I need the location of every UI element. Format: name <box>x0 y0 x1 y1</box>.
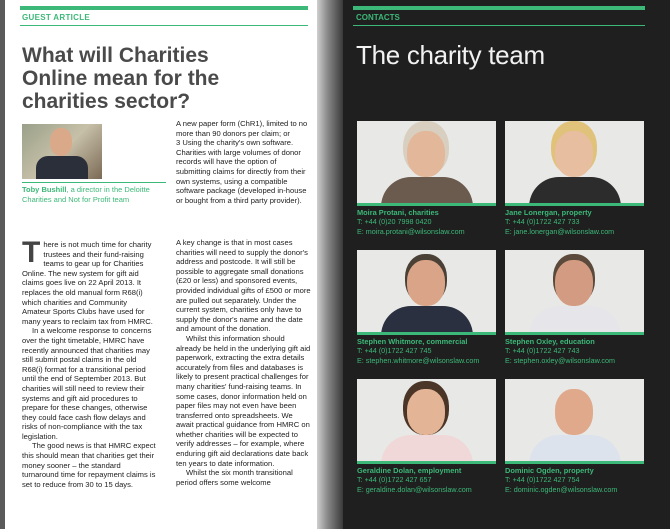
article-paragraph: In a welcome response to concerns over the tight timetable, HMRC have recently announced that charities may still submit postal claims in the old R68(i) format for a transitional period until the end of September 2013. But charities will still need to review their systems and gift aid procedures to prepare for these changes, otherwise they could face cash flow delays and risks of non-compliance with the tax legislation. <box>22 326 152 441</box>
article-column-2 <box>176 238 311 487</box>
article-paragraph: 3 Using the charity's own software. Charities with large volumes of donor records will have the option of submitting claims for directly from their own systems, using a compatible software package (developed in-house or bought from a third party provider). <box>176 138 307 205</box>
contact-photo <box>505 250 644 332</box>
photo-head <box>555 131 593 177</box>
contact-phone: T: +44 (0)1722 427 745 <box>357 346 432 355</box>
author-name: Toby Bushill <box>22 185 67 194</box>
contact-phone: T: +44 (0)1722 427 754 <box>505 475 580 484</box>
photo-body <box>529 435 621 461</box>
photo-head <box>555 260 593 306</box>
photo-body <box>381 435 473 461</box>
contact-photo <box>357 379 496 461</box>
contact-name: Jane Lonergan, property <box>505 208 592 217</box>
contact-name: Stephen Oxley, education <box>505 337 595 346</box>
photo-body <box>529 306 621 332</box>
contact-email[interactable]: E: moira.protani@wilsonslaw.com <box>357 226 465 236</box>
article-headline: What will Charities Online mean for the charities sector? <box>22 44 220 113</box>
card-stripe <box>505 461 644 464</box>
section-bar-right <box>353 6 645 10</box>
drop-cap: T <box>22 236 41 269</box>
contact-photo <box>505 121 644 203</box>
contact-email[interactable]: E: stephen.whitmore@wilsonslaw.com <box>357 355 480 365</box>
photo-body <box>529 177 621 203</box>
photo-body <box>381 306 473 332</box>
card-stripe <box>357 332 496 335</box>
photo-head <box>407 260 445 306</box>
article-paragraph: A key change is that in most cases charities will need to supply the donor's address and postcode. It will still be possible to aggregate small donations (£20 or less) and sponsored events, provided individual gifts of £500 or more are pulled out separately. Under the current system, charities only have to supply the donor's name and the date and amount of the donation. <box>176 238 311 334</box>
contact-photo <box>357 250 496 332</box>
photo-head <box>407 131 445 177</box>
contact-card <box>357 121 496 236</box>
author-photo <box>22 124 102 179</box>
contact-email[interactable]: E: stephen.oxley@wilsonslaw.com <box>505 355 615 365</box>
section-label-guest-article: GUEST ARTICLE <box>22 13 91 22</box>
contact-card <box>357 250 496 365</box>
article-paragraph: Whilst this information should already be held in the underlying gift aid paperwork, extracting the extra details accurately from files and databases is likely to present practical challenges for many charities' fund-raising teams. In some cases, donor information held on paper files may not even have been transferred onto spreadsheets. We await practical guidance from HMRC on whether charities will be expected to verify addresses – for example, where enduring gift aid declarations date back ten years to date information. <box>176 333 311 468</box>
contact-phone: T: +44 (0)1722 427 733 <box>505 217 580 226</box>
author-role: , a director in the Deloitte Charities and Not for Profit team <box>22 185 150 204</box>
author-divider <box>22 182 166 183</box>
contact-name: Moira Protani, charities <box>357 208 439 217</box>
article-paragraph: The good news is that HMRC expect this should mean that charities get their money sooner – the standard turnaround time for repayment claims is set to reduce from 30 to 15 days. <box>22 441 156 489</box>
card-stripe <box>505 332 644 335</box>
photo-body <box>381 177 473 203</box>
author-face <box>50 128 72 156</box>
section-divider-right <box>353 25 645 26</box>
photo-head <box>555 389 593 435</box>
contact-card <box>505 121 644 236</box>
contact-photo <box>357 121 496 203</box>
team-title: The charity team <box>356 40 545 70</box>
card-stripe <box>357 461 496 464</box>
section-divider-left <box>20 25 308 26</box>
article-paragraph: here is not much time for charity trustees and their fund-raising teams to gear up for Charities Online. The new system for gift aid claims goes live on 22 April 2013. It replaces the old manual form R68(i) which charities and Community Amateur Sports Clubs have used for many years to reclaim tax from HMRC. <box>22 240 153 326</box>
page-gutter <box>317 0 343 529</box>
contact-email[interactable]: E: dominic.ogden@wilsonslaw.com <box>505 484 618 494</box>
card-stripe <box>357 203 496 206</box>
article-paragraph: Whilst the six month transitional period offers some welcome <box>176 468 293 487</box>
author-suit <box>36 156 88 179</box>
contact-phone: T: +44 (0)1722 427 657 <box>357 475 432 484</box>
photo-head <box>407 389 445 435</box>
contact-name: Dominic Ogden, property <box>505 466 594 475</box>
article-column-1 <box>22 236 157 489</box>
card-stripe <box>505 203 644 206</box>
article-paragraph: A new paper form (ChR1), limited to no more than 90 donors per claim; or <box>176 119 308 138</box>
contact-name: Geraldine Dolan, employment <box>357 466 462 475</box>
contact-card <box>357 379 496 494</box>
contact-card <box>505 379 644 494</box>
section-label-contacts: CONTACTS <box>356 13 400 22</box>
section-bar-left <box>20 6 308 10</box>
contact-phone: T: +44 (0)1722 427 743 <box>505 346 580 355</box>
author-caption <box>22 185 152 205</box>
article-column-2-top <box>176 119 311 205</box>
contact-email[interactable]: E: geraldine.dolan@wilsonslaw.com <box>357 484 472 494</box>
contact-email[interactable]: E: jane.lonergan@wilsonslaw.com <box>505 226 615 236</box>
contact-card <box>505 250 644 365</box>
contact-name: Stephen Whitmore, commercial <box>357 337 468 346</box>
contact-phone: T: +44 (0)20 7998 0420 <box>357 217 432 226</box>
contact-photo <box>505 379 644 461</box>
